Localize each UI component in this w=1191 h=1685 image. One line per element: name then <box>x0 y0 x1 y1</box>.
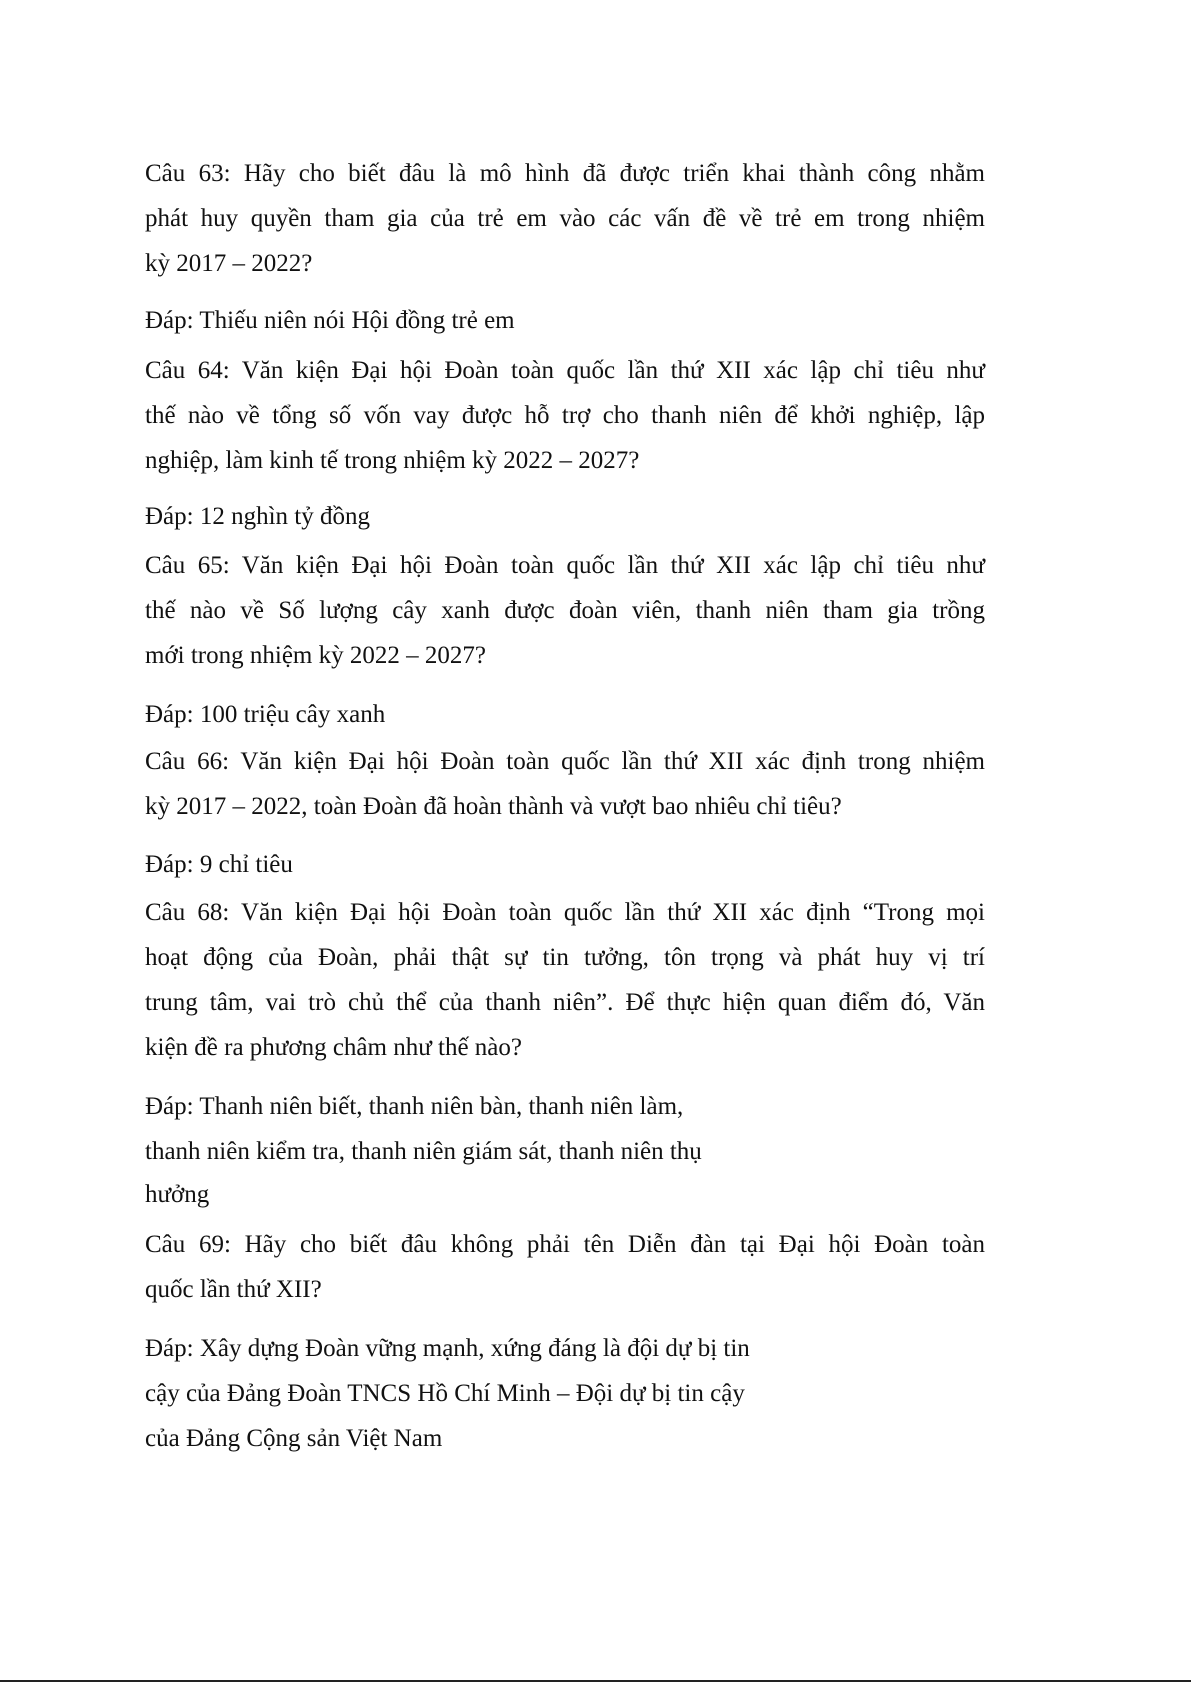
answer-68-line-3: hưởng <box>145 1181 210 1208</box>
question-65-line-3: mới trong nhiệm kỳ 2022 – 2027? <box>145 642 486 669</box>
answer-69-line-2: cậy của Đảng Đoàn TNCS Hồ Chí Minh – Đội dự bị tin cậy <box>145 1380 745 1407</box>
question-64-line-2: thế nào về tổng số vốn vay được hỗ trợ cho thanh niên để khởi nghiệp, lập <box>145 402 985 429</box>
question-65-line-2: thế nào về Số lượng cây xanh được đoàn viên, thanh niên tham gia trồng <box>145 597 985 624</box>
page-bottom-divider <box>0 1680 1191 1682</box>
question-65-line-1: Câu 65: Văn kiện Đại hội Đoàn toàn quốc lần thứ XII xác lập chỉ tiêu như <box>145 552 985 579</box>
question-66-line-1: Câu 66: Văn kiện Đại hội Đoàn toàn quốc lần thứ XII xác định trong nhiệm <box>145 748 985 775</box>
question-69-line-1: Câu 69: Hãy cho biết đâu không phải tên Diễn đàn tại Đại hội Đoàn toàn <box>145 1231 985 1258</box>
question-63-line-2: phát huy quyền tham gia của trẻ em vào các vấn đề về trẻ em trong nhiệm <box>145 205 985 232</box>
answer-68-line-1: Đáp: Thanh niên biết, thanh niên bàn, thanh niên làm, <box>145 1093 684 1120</box>
answer-64: Đáp: 12 nghìn tỷ đồng <box>145 503 370 530</box>
question-68-line-2: hoạt động của Đoàn, phải thật sự tin tưởng, tôn trọng và phát huy vị trí <box>145 944 985 971</box>
question-63-line-1: Câu 63: Hãy cho biết đâu là mô hình đã được triển khai thành công nhằm <box>145 160 985 187</box>
answer-65: Đáp: 100 triệu cây xanh <box>145 701 386 728</box>
answer-69-line-3: của Đảng Cộng sản Việt Nam <box>145 1425 443 1452</box>
answer-66: Đáp: 9 chỉ tiêu <box>145 851 293 878</box>
question-63-line-3: kỳ 2017 – 2022? <box>145 250 313 277</box>
question-66-line-2: kỳ 2017 – 2022, toàn Đoàn đã hoàn thành và vượt bao nhiêu chỉ tiêu? <box>145 793 842 820</box>
question-68-line-4: kiện đề ra phương châm như thế nào? <box>145 1034 523 1061</box>
answer-69-line-1: Đáp: Xây dựng Đoàn vững mạnh, xứng đáng là đội dự bị tin <box>145 1335 750 1362</box>
question-68-line-3: trung tâm, vai trò chủ thể của thanh niên”. Để thực hiện quan điểm đó, Văn <box>145 989 985 1016</box>
answer-68-line-2: thanh niên kiểm tra, thanh niên giám sát, thanh niên thụ <box>145 1138 702 1165</box>
answer-63: Đáp: Thiếu niên nói Hội đồng trẻ em <box>145 307 515 334</box>
question-64-line-3: nghiệp, làm kinh tế trong nhiệm kỳ 2022 – 2027? <box>145 447 640 474</box>
question-64-line-1: Câu 64: Văn kiện Đại hội Đoàn toàn quốc lần thứ XII xác lập chỉ tiêu như <box>145 357 985 384</box>
question-69-line-2: quốc lần thứ XII? <box>145 1276 322 1303</box>
question-68-line-1: Câu 68: Văn kiện Đại hội Đoàn toàn quốc lần thứ XII xác định “Trong mọi <box>145 899 985 926</box>
